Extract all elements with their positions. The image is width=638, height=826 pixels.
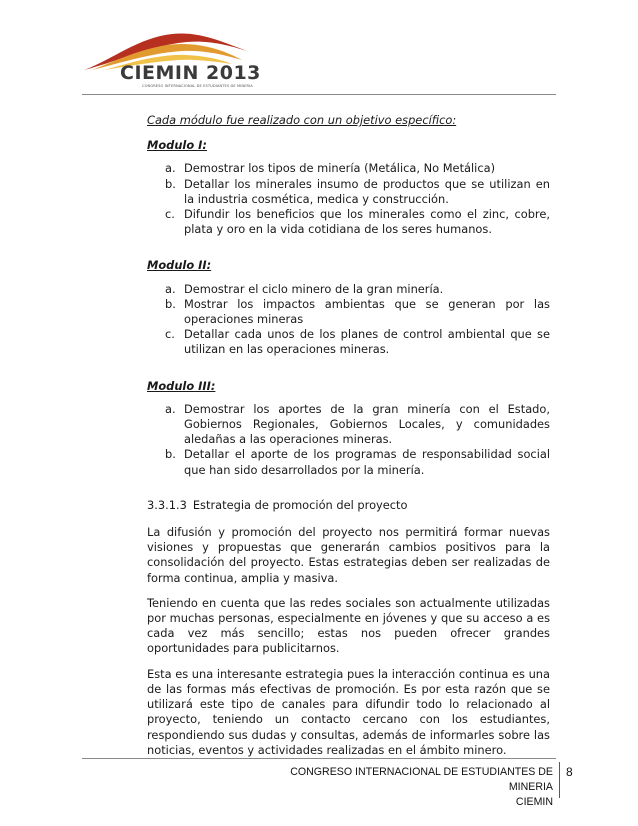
- list-item: c. Detallar cada unos de los planes de control ambiental que se utilizan en las operaciones mineras.: [165, 327, 550, 357]
- paragraph: Teniendo en cuenta que las redes sociales son actualmente utilizadas por muchas personas, especialmente en jóvenes y que su acceso a es cada vez más sencillo; estas nos pueden ofrecer grandes oportunidades para publicitarnos.: [147, 595, 550, 656]
- module-list: [147, 161, 550, 237]
- list-item: b. Mostrar los impactos ambientas que se generan por las operaciones mineras: [165, 296, 550, 327]
- module-1: [147, 138, 550, 237]
- header-divider: [82, 94, 556, 95]
- section-heading: 3.3.1.3 Estrategia de promoción del proyecto: [147, 497, 408, 512]
- logo-brand-text: CIEMIN 2013: [120, 62, 261, 84]
- list-item: a. Demostrar el ciclo minero de la gran minería.: [165, 281, 444, 296]
- module-list: [147, 402, 550, 478]
- logo-subtitle: CONGRESO INTERNACIONAL DE ESTUDIANTES DE MINERIA: [142, 84, 253, 88]
- paragraph: Esta es una interesante estrategia pues la interacción continua es una de las formas más efectivas de promoción. Es por esta razón que se utilizará este tipo de canales para difundir todo lo relacionado al proyecto, teniendo un contacto cercano con los estudiantes, respondiendo sus dudas y consultas, además de informarles sobre las noticias, eventos y actividades realizadas en el ámbito minero.: [147, 666, 550, 757]
- footer-congress-name: CONGRESO INTERNACIONAL DE ESTUDIANTES DE MINERIA CIEMIN: [290, 766, 553, 808]
- page-number-separator: [559, 762, 560, 798]
- list-item: c. Difundir los beneficios que los minerales como el zinc, cobre, plata y oro en la vida cotidiana de los seres humanos.: [165, 207, 550, 237]
- list-item: b. Detallar el aporte de los programas de responsabilidad social que han sido desarrollados por la minería.: [165, 447, 550, 477]
- intro-line: Cada módulo fue realizado con un objetivo específico:: [147, 113, 457, 127]
- ciemin-logo: [82, 30, 272, 94]
- list-item: a. Demostrar los tipos de minería (Metálica, No Metálica): [165, 161, 496, 176]
- module-2: [147, 258, 550, 357]
- paragraph: La difusión y promoción del proyecto nos permitirá formar nuevas visiones y propuestas que generarán cambios positivos para la consolidación del proyecto. Estas estrategias deben ser realizadas de forma continua, amplia y masiva.: [147, 525, 550, 585]
- module-title: Modulo I:: [147, 138, 207, 153]
- module-list: [147, 282, 550, 358]
- list-item: a. Demostrar los aportes de la gran minería con el Estado, Gobiernos Regionales, Gobiernos Locales, y comunidades aledañas a las operaciones mineras.: [165, 401, 550, 447]
- page-number: 8: [566, 765, 573, 779]
- module-title: Modulo II:: [147, 258, 212, 273]
- document-body: [147, 113, 550, 768]
- list-item: b. Detallar los minerales insumo de productos que se utilizan en la industria cosmética, medica y construcción.: [165, 176, 550, 206]
- module-3: [147, 379, 550, 478]
- module-title: Modulo III:: [147, 378, 216, 393]
- footer-divider: [82, 758, 556, 759]
